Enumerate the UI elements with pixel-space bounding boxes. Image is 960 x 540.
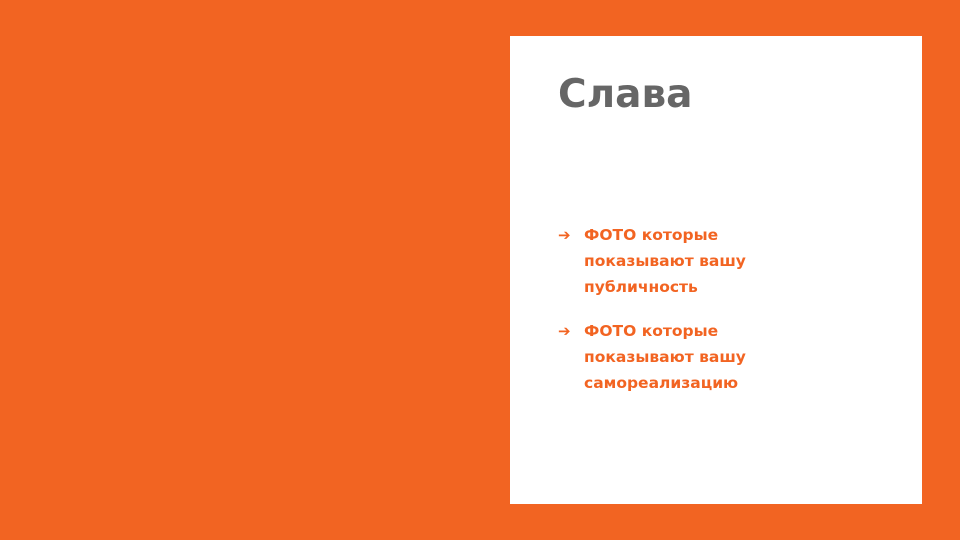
card-header bbox=[558, 74, 892, 117]
list-item-label: ФОТО которые показывают вашу публичность bbox=[584, 226, 746, 296]
page-title: Слава bbox=[558, 72, 693, 117]
list-item bbox=[558, 222, 896, 300]
bullet-list bbox=[558, 222, 896, 414]
arrow-right-icon: ➔ bbox=[558, 226, 571, 244]
content-card bbox=[510, 36, 922, 504]
list-item bbox=[558, 318, 896, 396]
arrow-right-icon: ➔ bbox=[558, 322, 571, 340]
list-item-label: ФОТО которые показывают вашу самореализацию bbox=[584, 322, 746, 392]
